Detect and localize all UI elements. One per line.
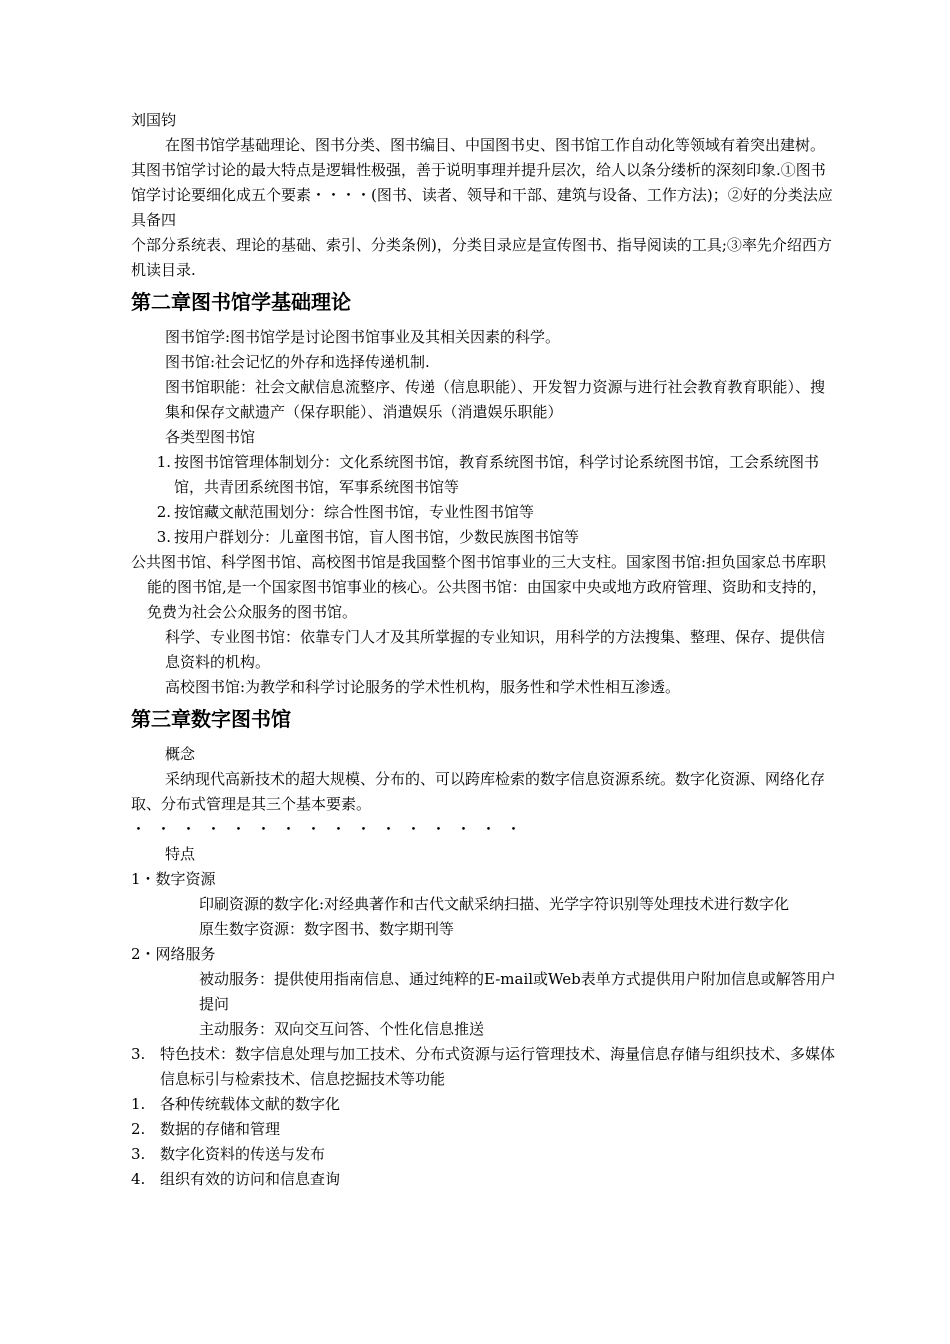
feature-1-title: 1・数字资源 bbox=[131, 870, 216, 888]
list-text: 特色技术：数字信息处理与加工技术、分布式资源与运行管理技术、海量信息存储与组织技术、多媒体信息标引与检索技术、信息挖掘技术等功能 bbox=[160, 1045, 836, 1088]
library-types-heading: 各类型图书馆 bbox=[165, 428, 256, 446]
list-number: 2. bbox=[156, 503, 171, 521]
feature-1-item: 印刷资源的数字化:对经典著作和古代文献采纳扫描、光学字符识别等处理技术进行数字化 bbox=[199, 895, 790, 913]
intro-paragraph-1: 在图书馆学基础理论、图书分类、图书编目、中国图书史、图书馆工作自动化等领域有着突出建树。其图书馆学讨论的最大特点是逻辑性极强，善于说明事理并提升层次，给人以条分缕析的深刻印象.①图书馆学讨论要细化成五个要素・・・・(图书、读者、领导和干部、建筑与设备、工作方法)；②好的分类法应具备四 bbox=[131, 136, 833, 229]
list-text: 按用户群划分：儿童图书馆，盲人图书馆，少数民族图书馆等 bbox=[174, 528, 580, 546]
list-item bbox=[131, 450, 836, 500]
definition-library: 图书馆:社会记忆的外存和选择传递机制. bbox=[165, 353, 430, 371]
list-item bbox=[131, 1167, 836, 1192]
list-number: 3. bbox=[131, 1145, 146, 1163]
feature-3 bbox=[131, 1042, 836, 1092]
library-functions: 图书馆职能：社会文献信息流整序、传递（信息职能）、开发智力资源与进行社会教育教育职能）、搜集和保存文献遗产（保存职能）、消遣娱乐（消遣娱乐职能） bbox=[165, 378, 826, 421]
chapter-2-title: 第二章图书馆学基础理论 bbox=[131, 290, 351, 314]
list-item bbox=[131, 1142, 836, 1167]
feature-2-item: 被动服务：提供使用指南信息、通过纯粹的E-mail或Web表单方式提供用户附加信息或解答用户提问 bbox=[199, 970, 836, 1013]
features-label: 特点 bbox=[165, 845, 196, 863]
list-number: 4. bbox=[131, 1170, 146, 1188]
dot-separator: ・・・・・・・・・・・・・・・・ bbox=[131, 820, 532, 838]
list-item bbox=[131, 1092, 836, 1117]
list-number: 1. bbox=[131, 1095, 146, 1113]
list-item bbox=[131, 525, 836, 550]
feature-1-item: 原生数字资源：数字图书、数字期刊等 bbox=[199, 920, 455, 938]
list-number: 1. bbox=[156, 453, 171, 471]
college-library-paragraph: 高校图书馆:为教学和科学讨论服务的学术性机构，服务性和学术性相互渗透。 bbox=[165, 678, 681, 696]
intro-paragraph-2: 个部分系统表、理论的基础、索引、分类条例)，分类目录应是宣传图书、指导阅读的工具;③率先介绍西方机读目录. bbox=[131, 236, 832, 279]
list-text: 按馆藏文献范围划分：综合性图书馆，专业性图书馆等 bbox=[174, 503, 535, 521]
list-text: 数字化资料的传送与发布 bbox=[160, 1145, 326, 1163]
concept-paragraph: 采纳现代高新技术的超大规模、分布的、可以跨库检索的数字信息资源系统。数字化资源、网络化存取、分布式管理是其三个基本要素。 bbox=[131, 770, 826, 813]
list-text: 按图书馆管理体制划分：文化系统图书馆，教育系统图书馆，科学讨论系统图书馆，工会系统图书馆，共青团系统图书馆，军事系统图书馆等 bbox=[174, 453, 820, 496]
public-library-paragraph: 公共图书馆、科学图书馆、高校图书馆是我国整个图书馆事业的三大支柱。国家图书馆:担负国家总书库职能的图书馆,是一个国家图书馆事业的核心。公共图书馆：由国家中央或地方政府管理、资助和支持的，免费为社会公众服务的图书馆。 bbox=[131, 553, 827, 621]
list-number: 2. bbox=[131, 1120, 146, 1138]
list-text: 数据的存储和管理 bbox=[160, 1120, 281, 1138]
list-text: 各种传统载体文献的数字化 bbox=[160, 1095, 341, 1113]
list-item bbox=[131, 500, 836, 525]
concept-label: 概念 bbox=[165, 745, 196, 763]
science-library-paragraph: 科学、专业图书馆：依靠专门人才及其所掌握的专业知识，用科学的方法搜集、整理、保存、提供信息资料的机构。 bbox=[165, 628, 826, 671]
list-text: 组织有效的访问和信息查询 bbox=[160, 1170, 341, 1188]
list-number: 3. bbox=[156, 528, 171, 546]
feature-2-item: 主动服务：双向交互问答、个性化信息推送 bbox=[199, 1020, 485, 1038]
definition-library-science: 图书馆学:图书馆学是讨论图书馆事业及其相关因素的科学。 bbox=[165, 328, 561, 346]
feature-2-title: 2・网络服务 bbox=[131, 945, 216, 963]
author-name: 刘国钧 bbox=[131, 111, 177, 129]
list-item bbox=[131, 1117, 836, 1142]
list-number: 3. bbox=[131, 1045, 146, 1063]
document-page bbox=[131, 108, 836, 1192]
chapter-3-title: 第三章数字图书馆 bbox=[131, 707, 291, 731]
